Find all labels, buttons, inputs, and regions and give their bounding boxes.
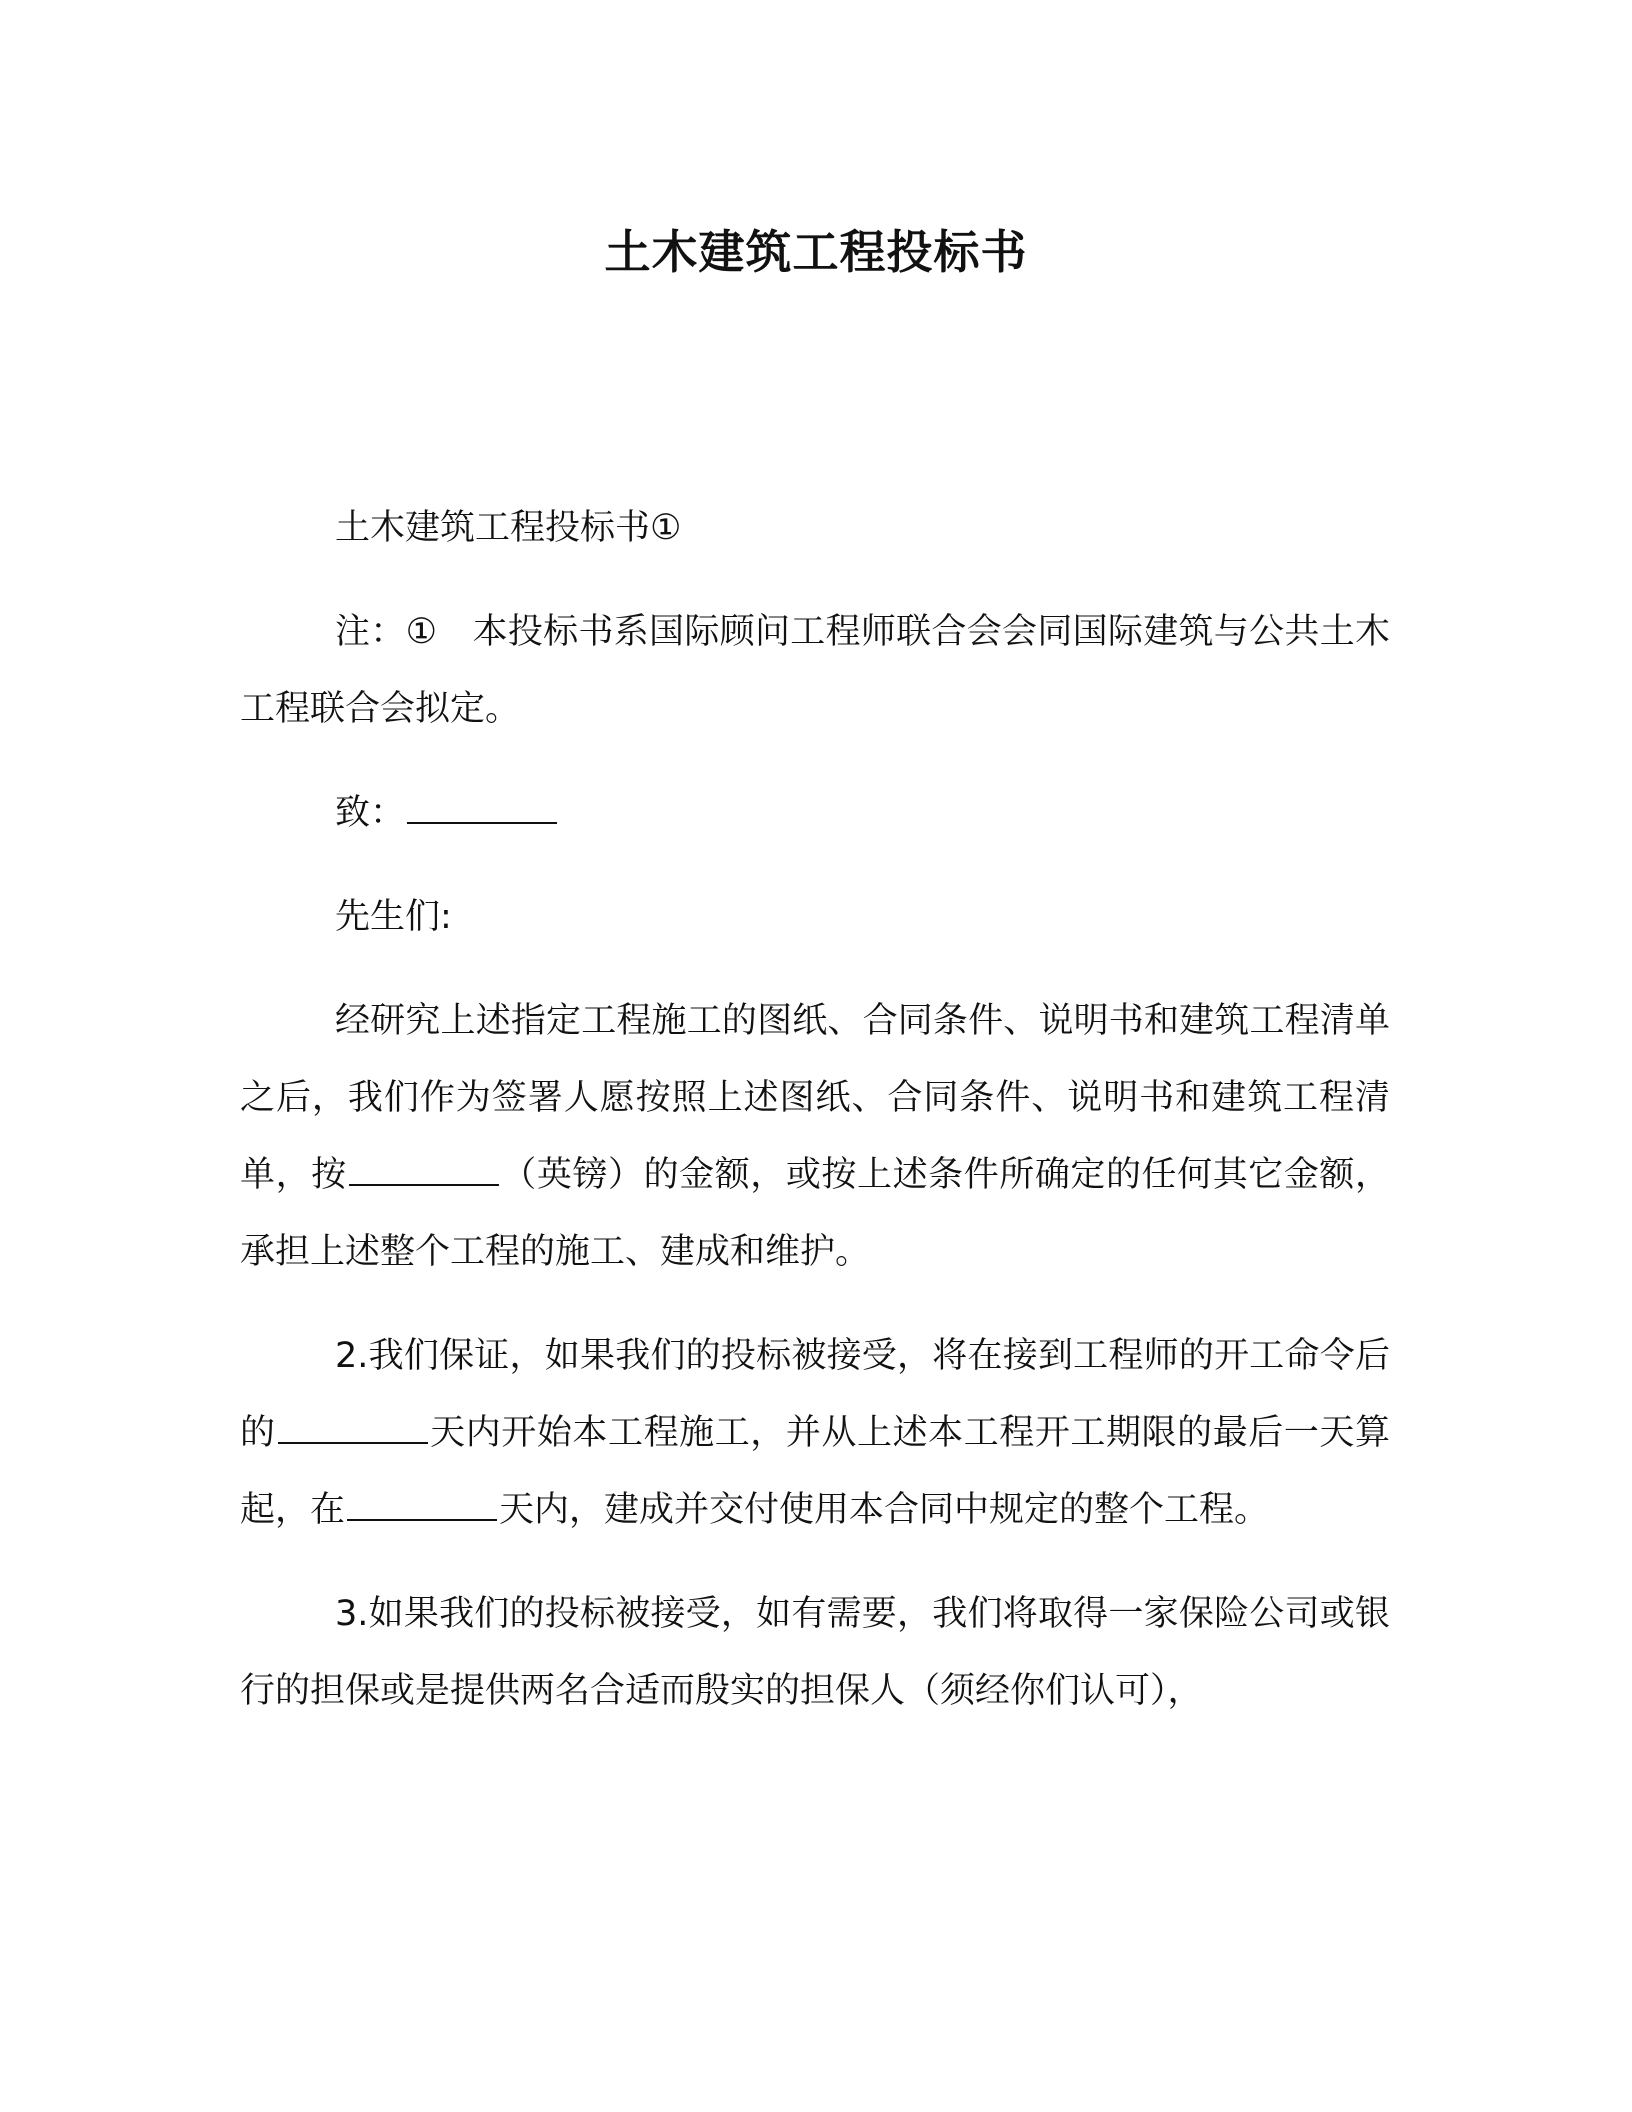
amount-blank	[349, 1151, 499, 1186]
schedule-text-3: 天内，建成并交付使用本合同中规定的整个工程。	[499, 1490, 1270, 1530]
schedule-text-2: 天内开始本工程施工，并从上述本工程开工期限的最后一天算起，在	[240, 1413, 1390, 1530]
paragraph-addressee	[240, 775, 1390, 852]
addressee-blank	[407, 789, 557, 824]
paragraph-salutation: 先生们:	[335, 897, 452, 937]
addressee-label: 致：	[335, 793, 406, 833]
paragraph-schedule	[240, 1318, 1390, 1549]
offer-text-1: 经研究上述指定工程施工的图纸、合同条件、说明书和建筑工程清单之后，我们作为签署人愿按照上述图纸、合同条件、说明书和建筑工程清单，按	[240, 1001, 1390, 1195]
offer-text-2: （英镑）的金额，或按上述条件所确定的任何其它金额，承担上述整个工程的施工、建成和维护。	[240, 1155, 1390, 1272]
schedule-text-1: 2.我们保证，如果我们的投标被接受，将在接到工程师的开工命令后的	[240, 1336, 1390, 1453]
paragraph-heading: 土木建筑工程投标书①	[335, 508, 682, 548]
document-title: 土木建筑工程投标书	[604, 225, 1028, 279]
start-days-blank	[278, 1409, 428, 1444]
paragraph-guarantee: 3.如果我们的投标被接受，如有需要，我们将取得一家保险公司或银行的担保或是提供两名合适而殷实的担保人（须经你们认可），	[240, 1594, 1390, 1711]
document-body	[240, 490, 1390, 1757]
paragraph-offer	[240, 983, 1390, 1291]
paragraph-note: 注：① 本投标书系国际顾问工程师联合会会同国际建筑与公共土木工程联合会拟定。	[240, 612, 1390, 729]
completion-days-blank	[347, 1486, 497, 1521]
